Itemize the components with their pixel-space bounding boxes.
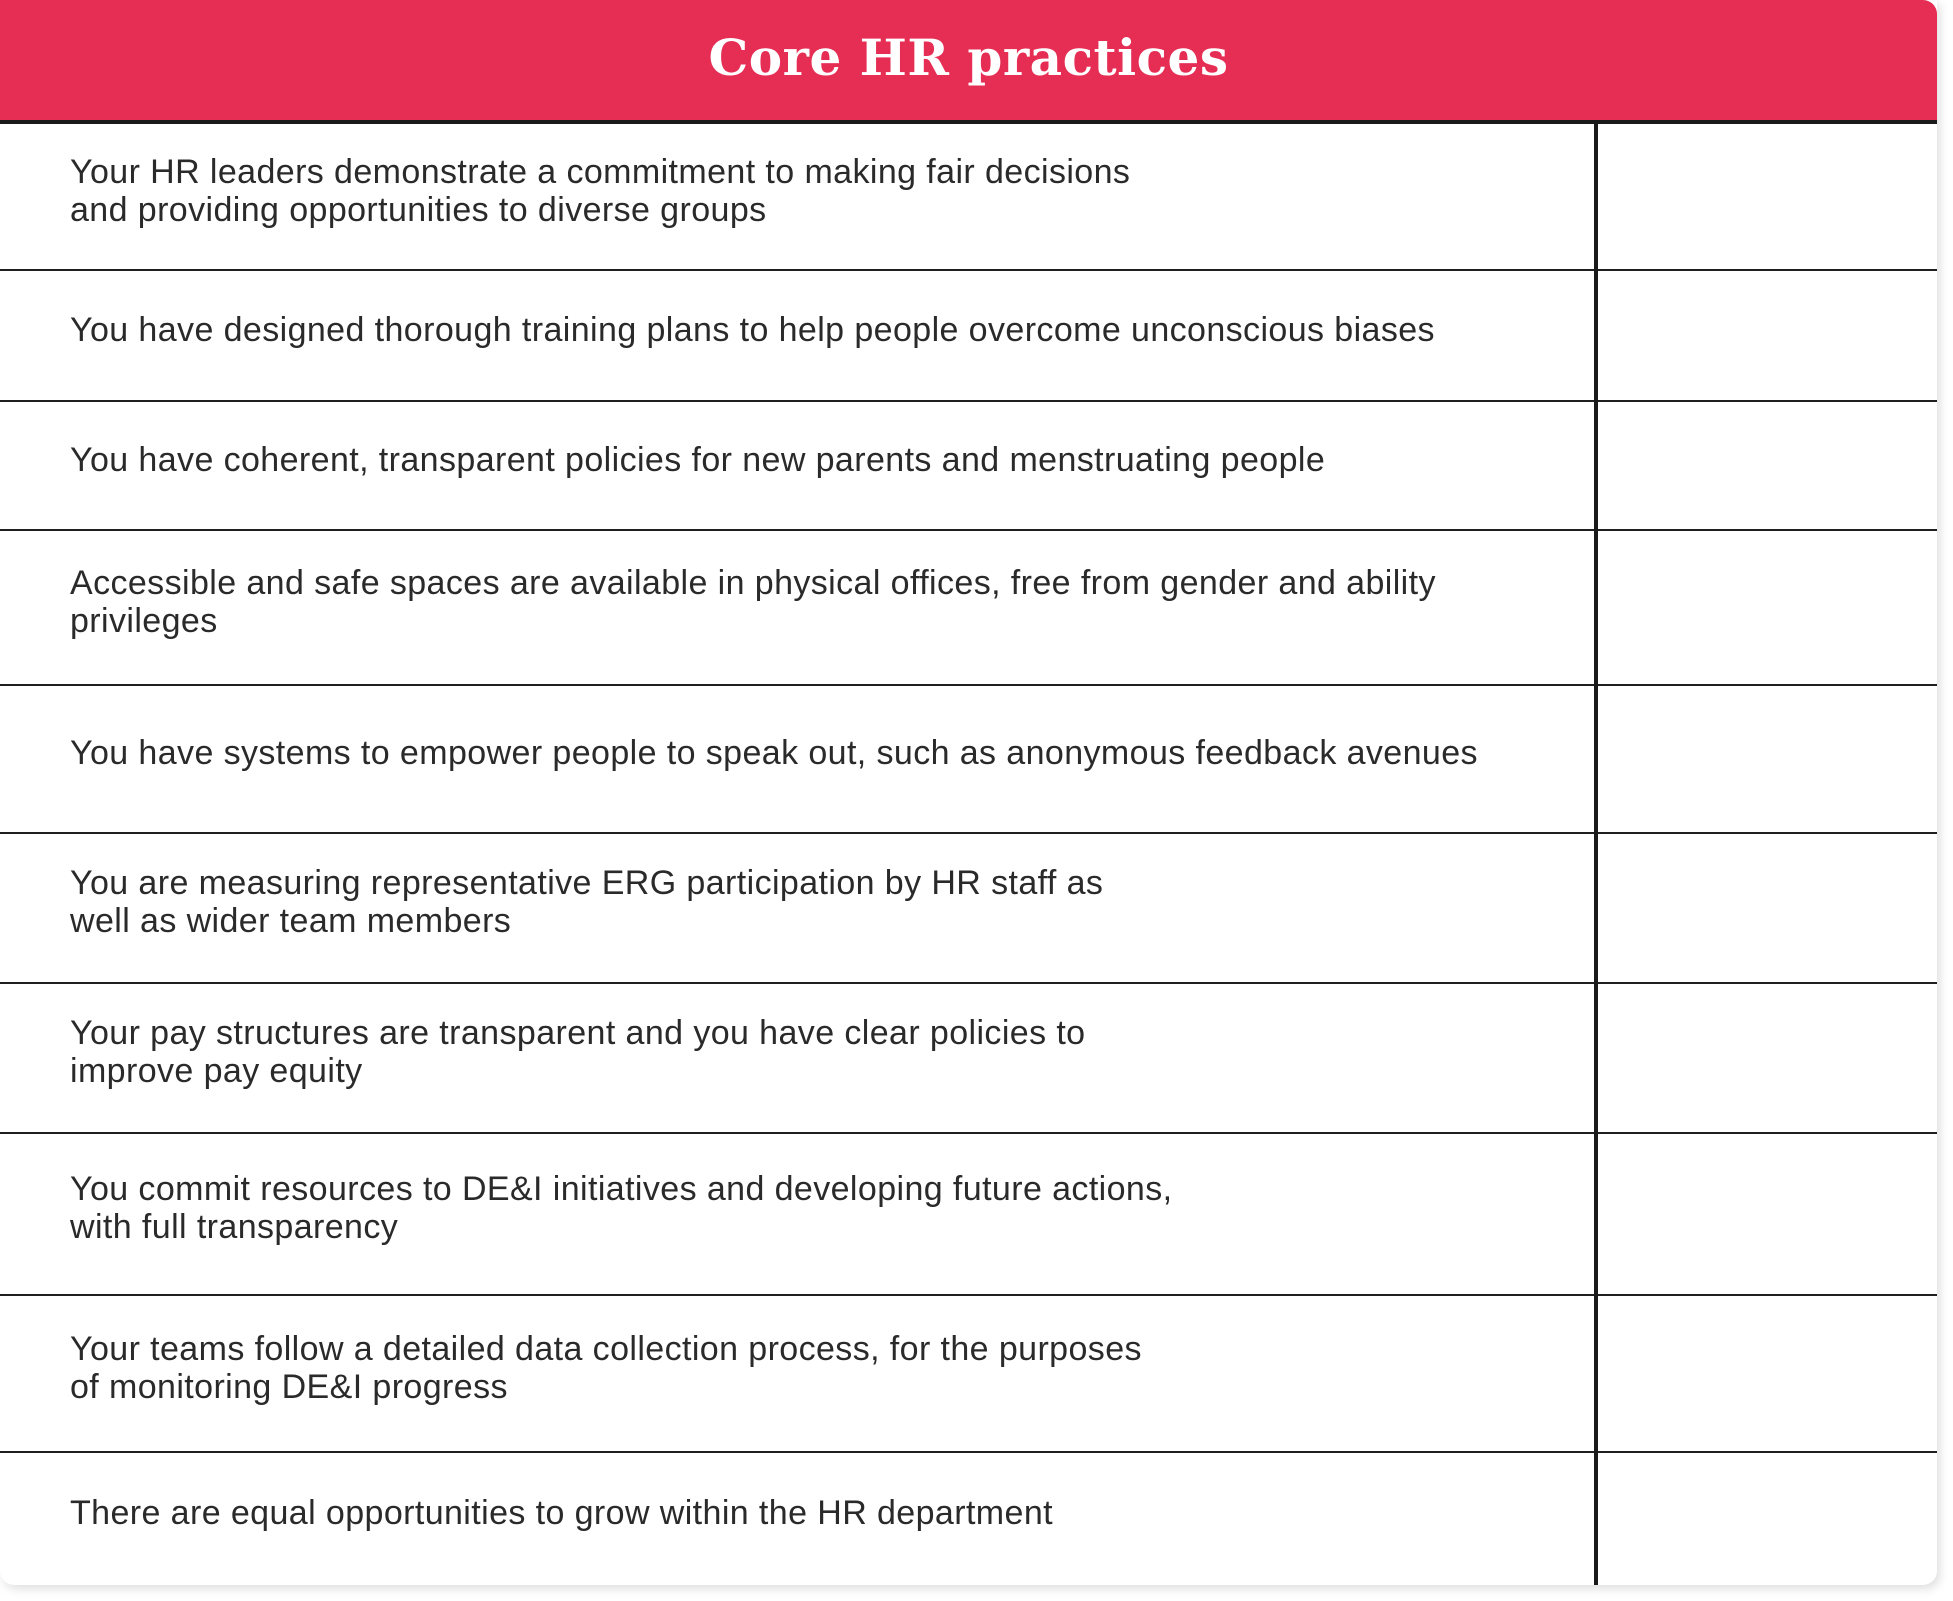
checklist-row bbox=[0, 686, 1937, 834]
row-statement: You commit resources to DE&I initiatives and developing future actions, with full transparency bbox=[70, 1170, 1173, 1246]
row-check-cell[interactable] bbox=[1598, 271, 1937, 400]
row-check-cell[interactable] bbox=[1598, 124, 1937, 269]
row-statement: Accessible and safe spaces are available in physical offices, free from gender and ability privileges bbox=[70, 563, 1436, 640]
row-statement: There are equal opportunities to grow within the HR department bbox=[70, 1494, 1053, 1532]
row-statement: You are measuring representative ERG participation by HR staff as well as wider team members bbox=[70, 864, 1104, 940]
checklist-table bbox=[0, 124, 1937, 1585]
checklist-row bbox=[0, 984, 1937, 1134]
checklist-row bbox=[0, 402, 1937, 531]
row-check-cell[interactable] bbox=[1598, 1134, 1937, 1294]
row-statement: You have designed thorough training plans to help people overcome unconscious biases bbox=[70, 310, 1435, 349]
table-title: Core HR practices bbox=[708, 27, 1229, 87]
checklist-row bbox=[0, 124, 1937, 271]
row-statement: You have systems to empower people to speak out, such as anonymous feedback avenues bbox=[70, 734, 1478, 772]
row-statement: Your pay structures are transparent and you have clear policies to improve pay equity bbox=[70, 1014, 1086, 1090]
table-header bbox=[0, 0, 1937, 124]
row-check-cell[interactable] bbox=[1598, 984, 1937, 1132]
row-check-cell[interactable] bbox=[1598, 531, 1937, 684]
row-statement: Your HR leaders demonstrate a commitment to making fair decisions and providing opportunities to diverse groups bbox=[70, 152, 1131, 229]
row-check-cell[interactable] bbox=[1598, 402, 1937, 529]
row-check-cell[interactable] bbox=[1598, 1453, 1937, 1585]
row-check-cell[interactable] bbox=[1598, 1296, 1937, 1451]
checklist-row bbox=[0, 271, 1937, 402]
row-check-cell[interactable] bbox=[1598, 686, 1937, 832]
checklist-row bbox=[0, 834, 1937, 984]
row-check-cell[interactable] bbox=[1598, 834, 1937, 982]
checklist-row bbox=[0, 1296, 1937, 1453]
row-statement: You have coherent, transparent policies for new parents and menstruating people bbox=[70, 440, 1326, 479]
checklist-row bbox=[0, 531, 1937, 686]
row-statement: Your teams follow a detailed data collection process, for the purposes of monitoring DE&I progress bbox=[70, 1329, 1142, 1406]
column-divider bbox=[1594, 124, 1598, 1585]
checklist-row bbox=[0, 1134, 1937, 1296]
checklist-row bbox=[0, 1453, 1937, 1585]
